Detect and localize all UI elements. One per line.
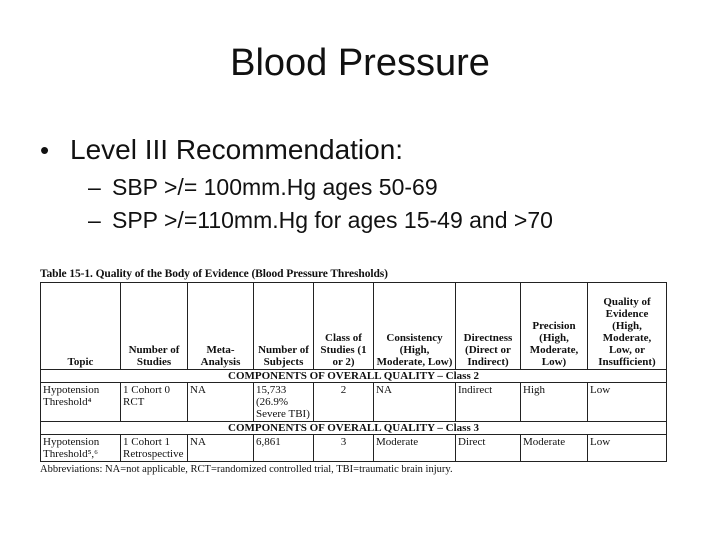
table-caption: Table 15-1. Quality of the Body of Evidence (Blood Pressure Thresholds): [40, 268, 388, 280]
table-cell: 1 Cohort 1 Retrospective: [121, 435, 188, 462]
table-cell: 2: [314, 383, 374, 422]
section-header-row: [41, 370, 667, 383]
table-abbreviations: Abbreviations: NA=not applicable, RCT=randomized controlled trial, TBI=traumatic brain injury.: [40, 464, 453, 475]
column-header: Precision (High, Moderate, Low): [521, 283, 588, 370]
column-header: Meta-Analysis: [188, 283, 254, 370]
table-cell: Low: [588, 435, 667, 462]
table-cell: 3: [314, 435, 374, 462]
dash-symbol: –: [88, 174, 101, 200]
evidence-table-figure: [40, 268, 668, 475]
bullet-list: [40, 134, 553, 234]
table-cell: NA: [188, 383, 254, 422]
sub-bullet-item: [88, 207, 553, 234]
table-row: [41, 435, 667, 462]
table-cell: 1 Cohort 0 RCT: [121, 383, 188, 422]
section-label: COMPONENTS OF OVERALL QUALITY – Class 2: [41, 370, 667, 383]
table-cell: Low: [588, 383, 667, 422]
column-header: Directness (Direct or Indirect): [456, 283, 521, 370]
table-cell: High: [521, 383, 588, 422]
sub-bullet-text: SPP >/=110mm.Hg for ages 15-49 and >70: [112, 207, 553, 233]
column-header: Number of Subjects: [254, 283, 314, 370]
column-header: Class of Studies (1 or 2): [314, 283, 374, 370]
sub-bullet-item: [88, 174, 553, 201]
bullet-item: [40, 134, 553, 166]
table-cell: NA: [188, 435, 254, 462]
table-header-row: [41, 283, 667, 370]
table-cell: 6,861: [254, 435, 314, 462]
column-header: Consistency (High, Moderate, Low): [374, 283, 456, 370]
sub-bullet-list: [88, 174, 553, 234]
column-header: Number of Studies: [121, 283, 188, 370]
table-cell: Hypotension Threshold⁵,⁶: [41, 435, 121, 462]
column-header: Topic: [41, 283, 121, 370]
evidence-table: [40, 282, 667, 462]
table-cell: Hypotension Threshold⁴: [41, 383, 121, 422]
slide-title: Blood Pressure: [230, 42, 490, 84]
table-cell: Direct: [456, 435, 521, 462]
column-header: Quality of Evidence (High, Moderate, Low, or Insufficient): [588, 283, 667, 370]
sub-bullet-text: SBP >/= 100mm.Hg ages 50-69: [112, 174, 438, 200]
section-header-row: [41, 422, 667, 435]
table-cell: Moderate: [521, 435, 588, 462]
table-cell: 15,733 (26.9% Severe TBI): [254, 383, 314, 422]
bullet-text: Level III Recommendation:: [70, 134, 404, 165]
dash-symbol: –: [88, 207, 101, 233]
bullet-symbol: •: [40, 135, 50, 165]
table-cell: NA: [374, 383, 456, 422]
table-row: [41, 383, 667, 422]
table-cell: Indirect: [456, 383, 521, 422]
table-cell: Moderate: [374, 435, 456, 462]
section-label: COMPONENTS OF OVERALL QUALITY – Class 3: [41, 422, 667, 435]
